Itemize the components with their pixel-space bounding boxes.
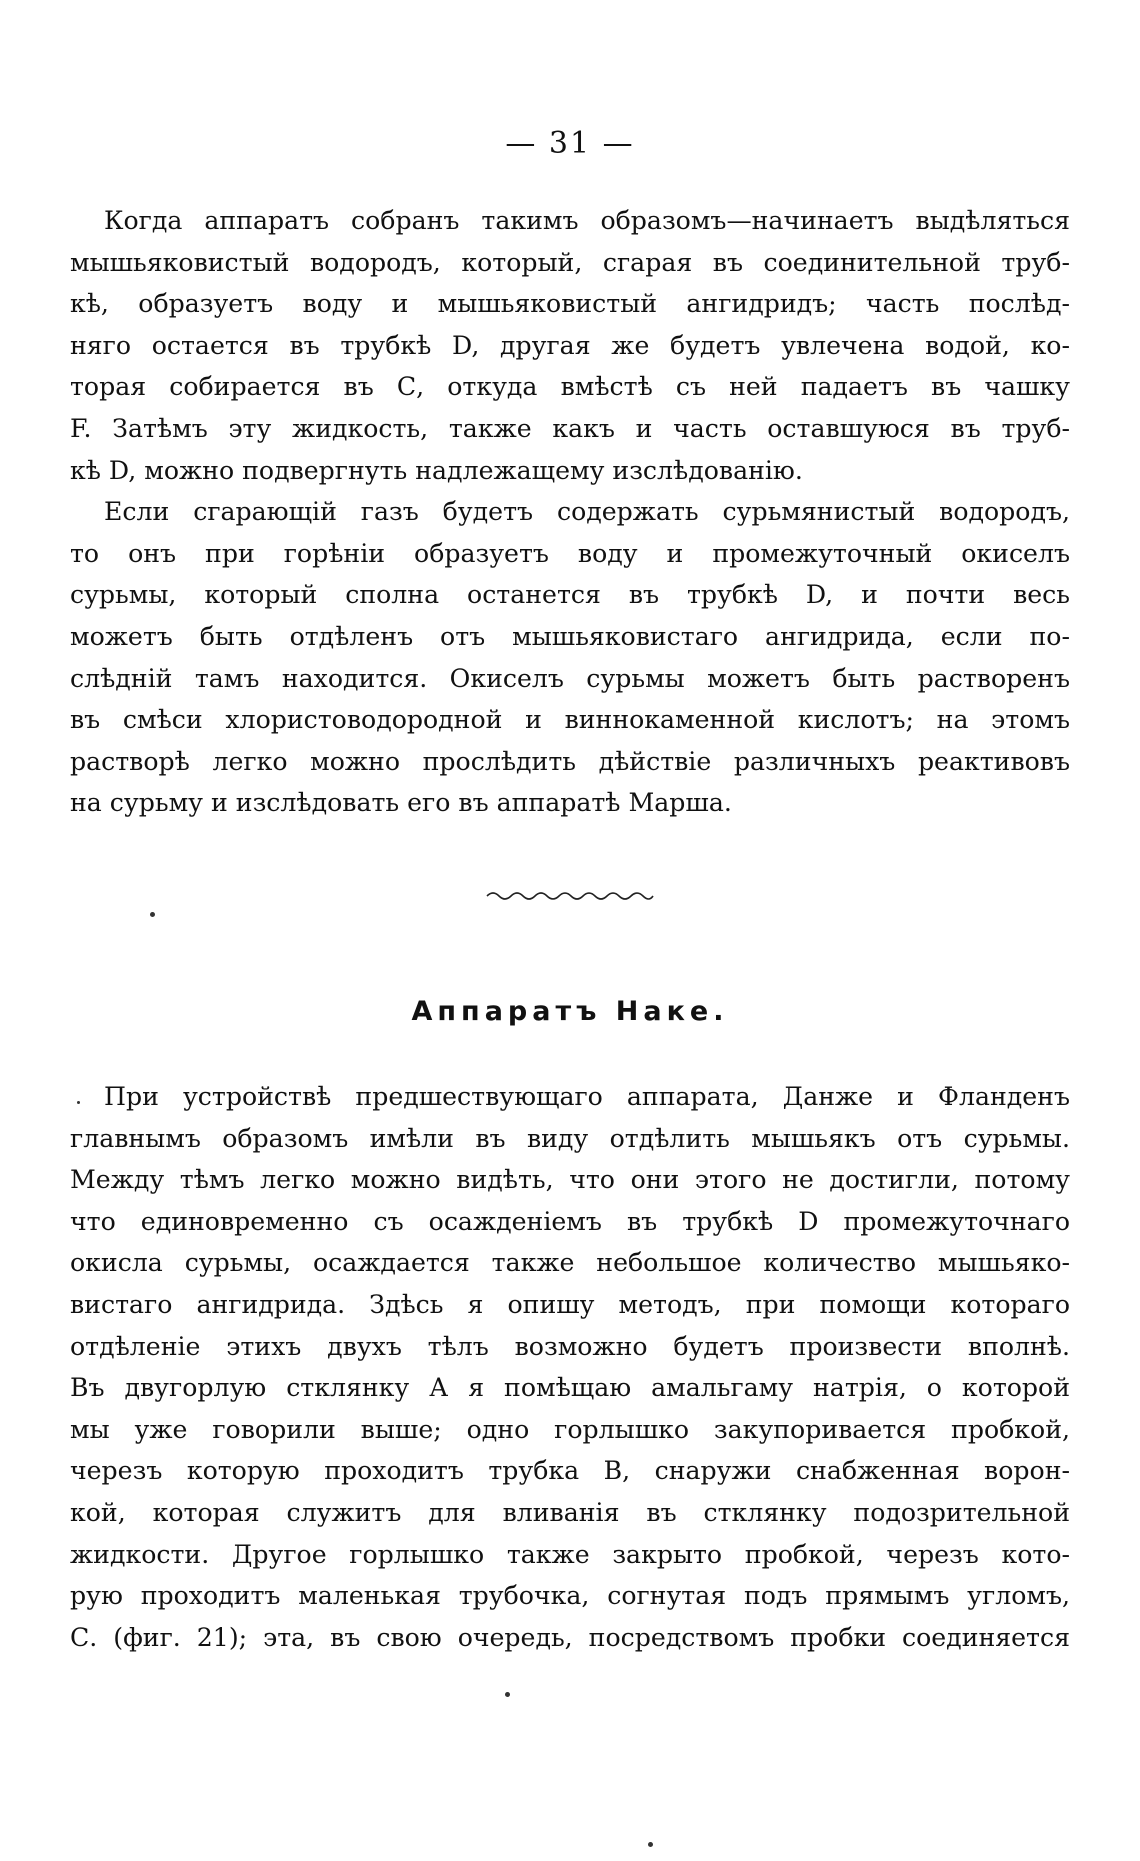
paragraph-3 (70, 1076, 1070, 1658)
print-speck (505, 1692, 510, 1697)
text-line: Если сгарающій газъ будетъ содержать сурьмянистый водородъ, (104, 497, 1070, 527)
text-block-top (70, 200, 1070, 824)
text-line: то онъ при горѣніи образуетъ воду и промежуточный окиселъ (70, 538, 1070, 568)
text-line: Между тѣмъ легко можно видѣть, что они этого не достигли, потому (70, 1165, 1070, 1195)
text-block-bottom (70, 1076, 1070, 1658)
text-line: что единовременно съ осажденіемъ въ трубкѣ D промежуточнаго (70, 1206, 1070, 1236)
text-line: Въ двугорлую стклянку А я помѣщаю амальгаму натрія, о которой (70, 1373, 1070, 1403)
text-line: При устройствѣ предшествующаго аппарата, Данже и Фланденъ (104, 1082, 1070, 1111)
page-number: — 31 — (505, 126, 635, 161)
text-line: рую проходитъ маленькая трубочка, согнутая подъ прямымъ угломъ, (70, 1581, 1070, 1611)
text-line: жидкости. Другое горлышко также закрыто пробкой, черезъ кото- (70, 1539, 1070, 1569)
text-line: Когда аппаратъ собранъ такимъ образомъ—начинаетъ выдѣляться (104, 206, 1070, 235)
section-title: Аппаратъ Наке. (411, 996, 729, 1027)
text-line: кой, которая служитъ для вливанія въ стклянку подозрительной (70, 1497, 1070, 1527)
paragraph-2 (70, 491, 1070, 824)
wavy-divider-ornament (485, 888, 655, 904)
text-line: кѣ, образуетъ воду и мышьяковистый ангидридъ; часть послѣд- (70, 289, 1070, 319)
paragraph-1 (70, 200, 1070, 491)
text-line: слѣдній тамъ находится. Окиселъ сурьмы можетъ быть растворенъ (70, 663, 1070, 693)
text-line: на сурьму и изслѣдовать его въ аппаратѣ Марша. (70, 788, 732, 818)
print-speck (150, 912, 155, 917)
text-line: мы уже говорили выше; одно горлышко закупоривается пробкой, (70, 1414, 1070, 1444)
text-line: няго остается въ трубкѣ D, другая же будетъ увлечена водой, ко- (70, 330, 1070, 360)
text-line: отдѣленіе этихъ двухъ тѣлъ возможно будетъ произвести вполнѣ. (70, 1331, 1070, 1361)
text-line: окисла сурьмы, осаждается также небольшое количество мышьяко- (70, 1248, 1070, 1278)
text-line: С. (фиг. 21); эта, въ свою очередь, посредствомъ пробки соединяется (70, 1622, 1070, 1652)
print-speck (648, 1842, 653, 1847)
text-line: торая собирается въ С, откуда вмѣстѣ съ ней падаетъ въ чашку (70, 372, 1070, 402)
text-line: вистаго ангидрида. Здѣсь я опишу методъ, при помощи котораго (70, 1289, 1070, 1319)
text-line: можетъ быть отдѣленъ отъ мышьяковистаго ангидрида, если по- (70, 621, 1070, 651)
text-line: F. Затѣмъ эту жидкость, также какъ и часть оставшуюся въ труб- (70, 413, 1070, 443)
text-line: главнымъ образомъ имѣли въ виду отдѣлить мышьякъ отъ сурьмы. (70, 1123, 1070, 1153)
text-line: растворѣ легко можно прослѣдить дѣйствіе различныхъ реактивовъ (70, 746, 1070, 776)
print-speck (77, 1101, 80, 1104)
text-line: мышьяковистый водородъ, который, сгарая въ соединительной труб- (70, 247, 1070, 277)
text-line: кѣ D, можно подвергнуть надлежащему изслѣдованію. (70, 455, 803, 485)
text-line: черезъ которую проходитъ трубка В, снаружи снабженная ворон- (70, 1456, 1070, 1486)
text-line: въ смѣси хлористоводородной и виннокаменной кислотъ; на этомъ (70, 705, 1070, 735)
text-line: сурьмы, который сполна останется въ трубкѣ D, и почти весь (70, 580, 1070, 610)
